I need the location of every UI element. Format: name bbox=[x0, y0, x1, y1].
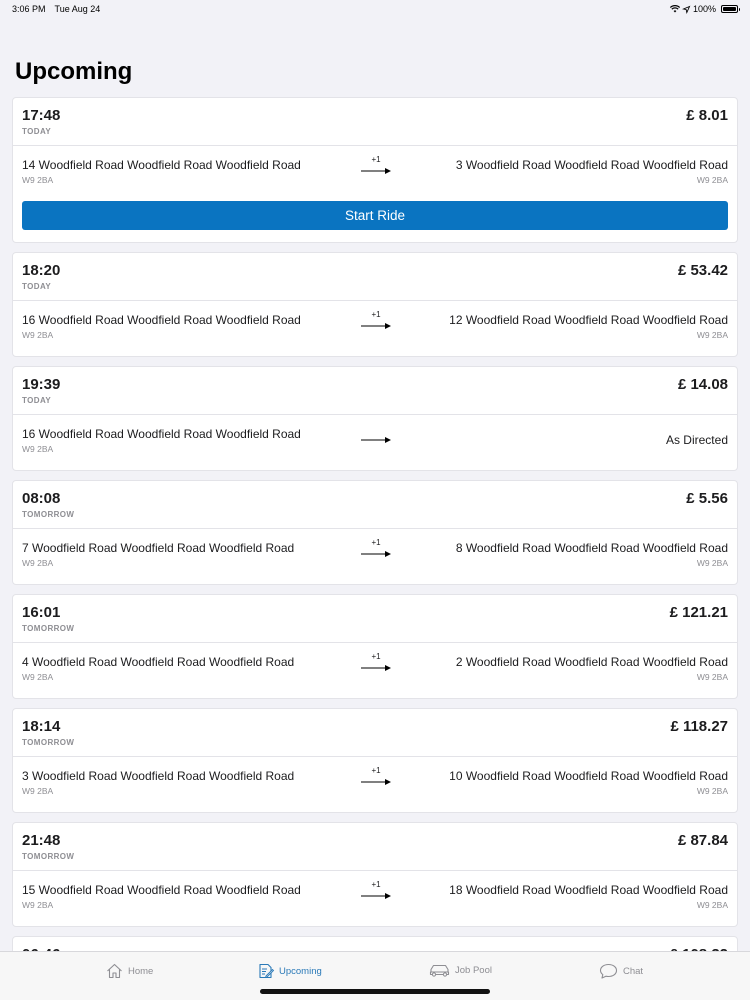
route-arrow bbox=[360, 421, 392, 445]
ride-day: TODAY bbox=[22, 282, 52, 291]
dropoff-postcode: W9 2BA bbox=[696, 558, 728, 568]
battery-icon bbox=[721, 5, 738, 13]
arrow-right-icon bbox=[361, 779, 391, 785]
ride-route bbox=[13, 146, 737, 201]
dropoff bbox=[449, 313, 728, 340]
ride-time: 08:08 bbox=[22, 490, 61, 507]
pickup bbox=[22, 541, 294, 568]
stops-count: +1 bbox=[371, 880, 381, 889]
pickup bbox=[22, 655, 294, 682]
location-icon bbox=[683, 6, 690, 13]
ride-price: £ 87.84 bbox=[677, 832, 728, 849]
ride-card[interactable] bbox=[12, 97, 738, 243]
pickup-postcode: W9 2BA bbox=[22, 558, 54, 568]
route-arrow bbox=[360, 877, 392, 901]
ride-route bbox=[13, 415, 737, 470]
ride-price: £ 121.21 bbox=[669, 604, 728, 621]
ride-day: TODAY bbox=[22, 127, 52, 136]
ride-card[interactable] bbox=[12, 594, 738, 699]
upcoming-icon bbox=[258, 963, 274, 979]
ride-card[interactable] bbox=[12, 480, 738, 585]
pickup-address: 3 Woodfield Road Woodfield Road Woodfield Road bbox=[22, 769, 295, 783]
dropoff bbox=[449, 883, 728, 910]
pickup-address: 7 Woodfield Road Woodfield Road Woodfield Road bbox=[22, 541, 295, 555]
page-title: Upcoming bbox=[15, 58, 133, 85]
stops-count: +1 bbox=[371, 652, 381, 661]
pickup bbox=[22, 158, 301, 185]
ride-card[interactable] bbox=[12, 708, 738, 813]
tab-chat-label: Chat bbox=[623, 965, 644, 977]
start-ride-button[interactable]: Start Ride bbox=[22, 201, 728, 230]
pickup-postcode: W9 2BA bbox=[22, 444, 54, 454]
arrow-right-icon bbox=[361, 551, 391, 557]
dropoff-address: 12 Woodfield Road Woodfield Road Woodfield Road bbox=[449, 313, 728, 327]
chat-icon bbox=[599, 963, 618, 979]
tab-home-label: Home bbox=[128, 965, 154, 977]
dropoff-address: 10 Woodfield Road Woodfield Road Woodfield Road bbox=[449, 769, 728, 783]
pickup-address: 15 Woodfield Road Woodfield Road Woodfield Road bbox=[22, 883, 301, 897]
ride-price: £ 5.56 bbox=[686, 490, 728, 507]
ride-route bbox=[13, 529, 737, 584]
dropoff-postcode: W9 2BA bbox=[696, 330, 728, 340]
stops-count: +1 bbox=[371, 155, 381, 164]
ride-card-header bbox=[13, 253, 737, 301]
dropoff bbox=[449, 769, 728, 796]
ride-time: 17:48 bbox=[22, 107, 61, 124]
pickup-address: 4 Woodfield Road Woodfield Road Woodfield Road bbox=[22, 655, 295, 669]
ride-card[interactable] bbox=[12, 366, 738, 471]
ride-time: 18:20 bbox=[22, 262, 61, 279]
pickup-postcode: W9 2BA bbox=[22, 175, 54, 185]
tab-upcoming-label: Upcoming bbox=[279, 965, 322, 977]
arrow-right-icon bbox=[361, 437, 391, 443]
dropoff-address: As Directed bbox=[665, 433, 728, 447]
pickup-address: 14 Woodfield Road Woodfield Road Woodfield Road bbox=[22, 158, 301, 172]
ride-card-header bbox=[13, 709, 737, 757]
ride-route bbox=[13, 757, 737, 812]
dropoff-postcode: W9 2BA bbox=[696, 175, 728, 185]
pickup-postcode: W9 2BA bbox=[22, 672, 54, 682]
status-date: Tue Aug 24 bbox=[54, 4, 101, 14]
route-arrow bbox=[360, 763, 392, 787]
ride-list[interactable] bbox=[12, 97, 738, 950]
dropoff-address: 18 Woodfield Road Woodfield Road Woodfield Road bbox=[449, 883, 728, 897]
stops-count: +1 bbox=[371, 766, 381, 775]
tab-job-pool[interactable] bbox=[429, 963, 492, 977]
arrow-right-icon bbox=[361, 168, 391, 174]
ride-day: TOMORROW bbox=[22, 738, 75, 747]
ride-day: TOMORROW bbox=[22, 852, 75, 861]
tab-chat[interactable] bbox=[599, 963, 643, 979]
pickup-address: 16 Woodfield Road Woodfield Road Woodfield Road bbox=[22, 313, 301, 327]
pickup-postcode: W9 2BA bbox=[22, 330, 54, 340]
ride-price: £ 14.08 bbox=[677, 376, 728, 393]
pickup bbox=[22, 427, 301, 454]
stops-count: +1 bbox=[371, 310, 381, 319]
dropoff bbox=[666, 427, 728, 447]
route-arrow bbox=[360, 152, 392, 176]
ride-card-header bbox=[13, 98, 737, 146]
ride-card-header bbox=[13, 367, 737, 415]
arrow-right-icon bbox=[361, 323, 391, 329]
pickup bbox=[22, 883, 301, 910]
dropoff-postcode: W9 2BA bbox=[696, 900, 728, 910]
tab-upcoming[interactable] bbox=[258, 963, 322, 979]
tab-home[interactable] bbox=[106, 963, 153, 979]
battery-percent: 100% bbox=[692, 4, 716, 14]
dropoff bbox=[456, 541, 728, 568]
ride-route bbox=[13, 643, 737, 698]
home-icon bbox=[106, 963, 123, 979]
dropoff-address: 2 Woodfield Road Woodfield Road Woodfield Road bbox=[455, 655, 728, 669]
ride-price: £ 53.42 bbox=[677, 262, 728, 279]
tab-job-pool-label: Job Pool bbox=[455, 964, 492, 976]
pickup bbox=[22, 769, 294, 796]
route-arrow bbox=[360, 649, 392, 673]
ride-card-header bbox=[13, 823, 737, 871]
dropoff-address: 3 Woodfield Road Woodfield Road Woodfield Road bbox=[455, 158, 728, 172]
pickup bbox=[22, 313, 301, 340]
dropoff bbox=[456, 655, 728, 682]
status-time: 3:06 PM bbox=[12, 4, 46, 14]
ride-time: 16:01 bbox=[22, 604, 61, 621]
ride-card[interactable] bbox=[12, 252, 738, 357]
ride-time: 18:14 bbox=[22, 718, 61, 735]
ride-card-header bbox=[13, 481, 737, 529]
battery-fill bbox=[723, 7, 736, 11]
ride-route bbox=[13, 871, 737, 926]
ride-price: £ 118.27 bbox=[670, 718, 728, 735]
dropoff-address: 8 Woodfield Road Woodfield Road Woodfield Road bbox=[455, 541, 728, 555]
ride-time: 19:39 bbox=[22, 376, 61, 393]
ride-day: TOMORROW bbox=[22, 624, 75, 633]
dropoff-postcode: W9 2BA bbox=[696, 786, 728, 796]
pickup-address: 16 Woodfield Road Woodfield Road Woodfield Road bbox=[22, 427, 301, 441]
pickup-postcode: W9 2BA bbox=[22, 900, 54, 910]
home-indicator bbox=[260, 989, 490, 994]
ride-time: 21:48 bbox=[22, 832, 61, 849]
arrow-right-icon bbox=[361, 665, 391, 671]
car-icon bbox=[429, 963, 450, 977]
status-bar bbox=[0, 0, 750, 18]
ride-day: TOMORROW bbox=[22, 510, 75, 519]
stops-count: +1 bbox=[371, 538, 381, 547]
dropoff-postcode: W9 2BA bbox=[696, 672, 728, 682]
ride-day: TODAY bbox=[22, 396, 52, 405]
ride-card-header bbox=[13, 595, 737, 643]
route-arrow bbox=[360, 535, 392, 559]
ride-route bbox=[13, 301, 737, 356]
route-arrow bbox=[360, 307, 392, 331]
pickup-postcode: W9 2BA bbox=[22, 786, 54, 796]
dropoff bbox=[456, 158, 728, 185]
ride-price: £ 8.01 bbox=[686, 107, 728, 124]
arrow-right-icon bbox=[361, 893, 391, 899]
wifi-icon bbox=[670, 5, 680, 13]
ride-card[interactable] bbox=[12, 822, 738, 927]
